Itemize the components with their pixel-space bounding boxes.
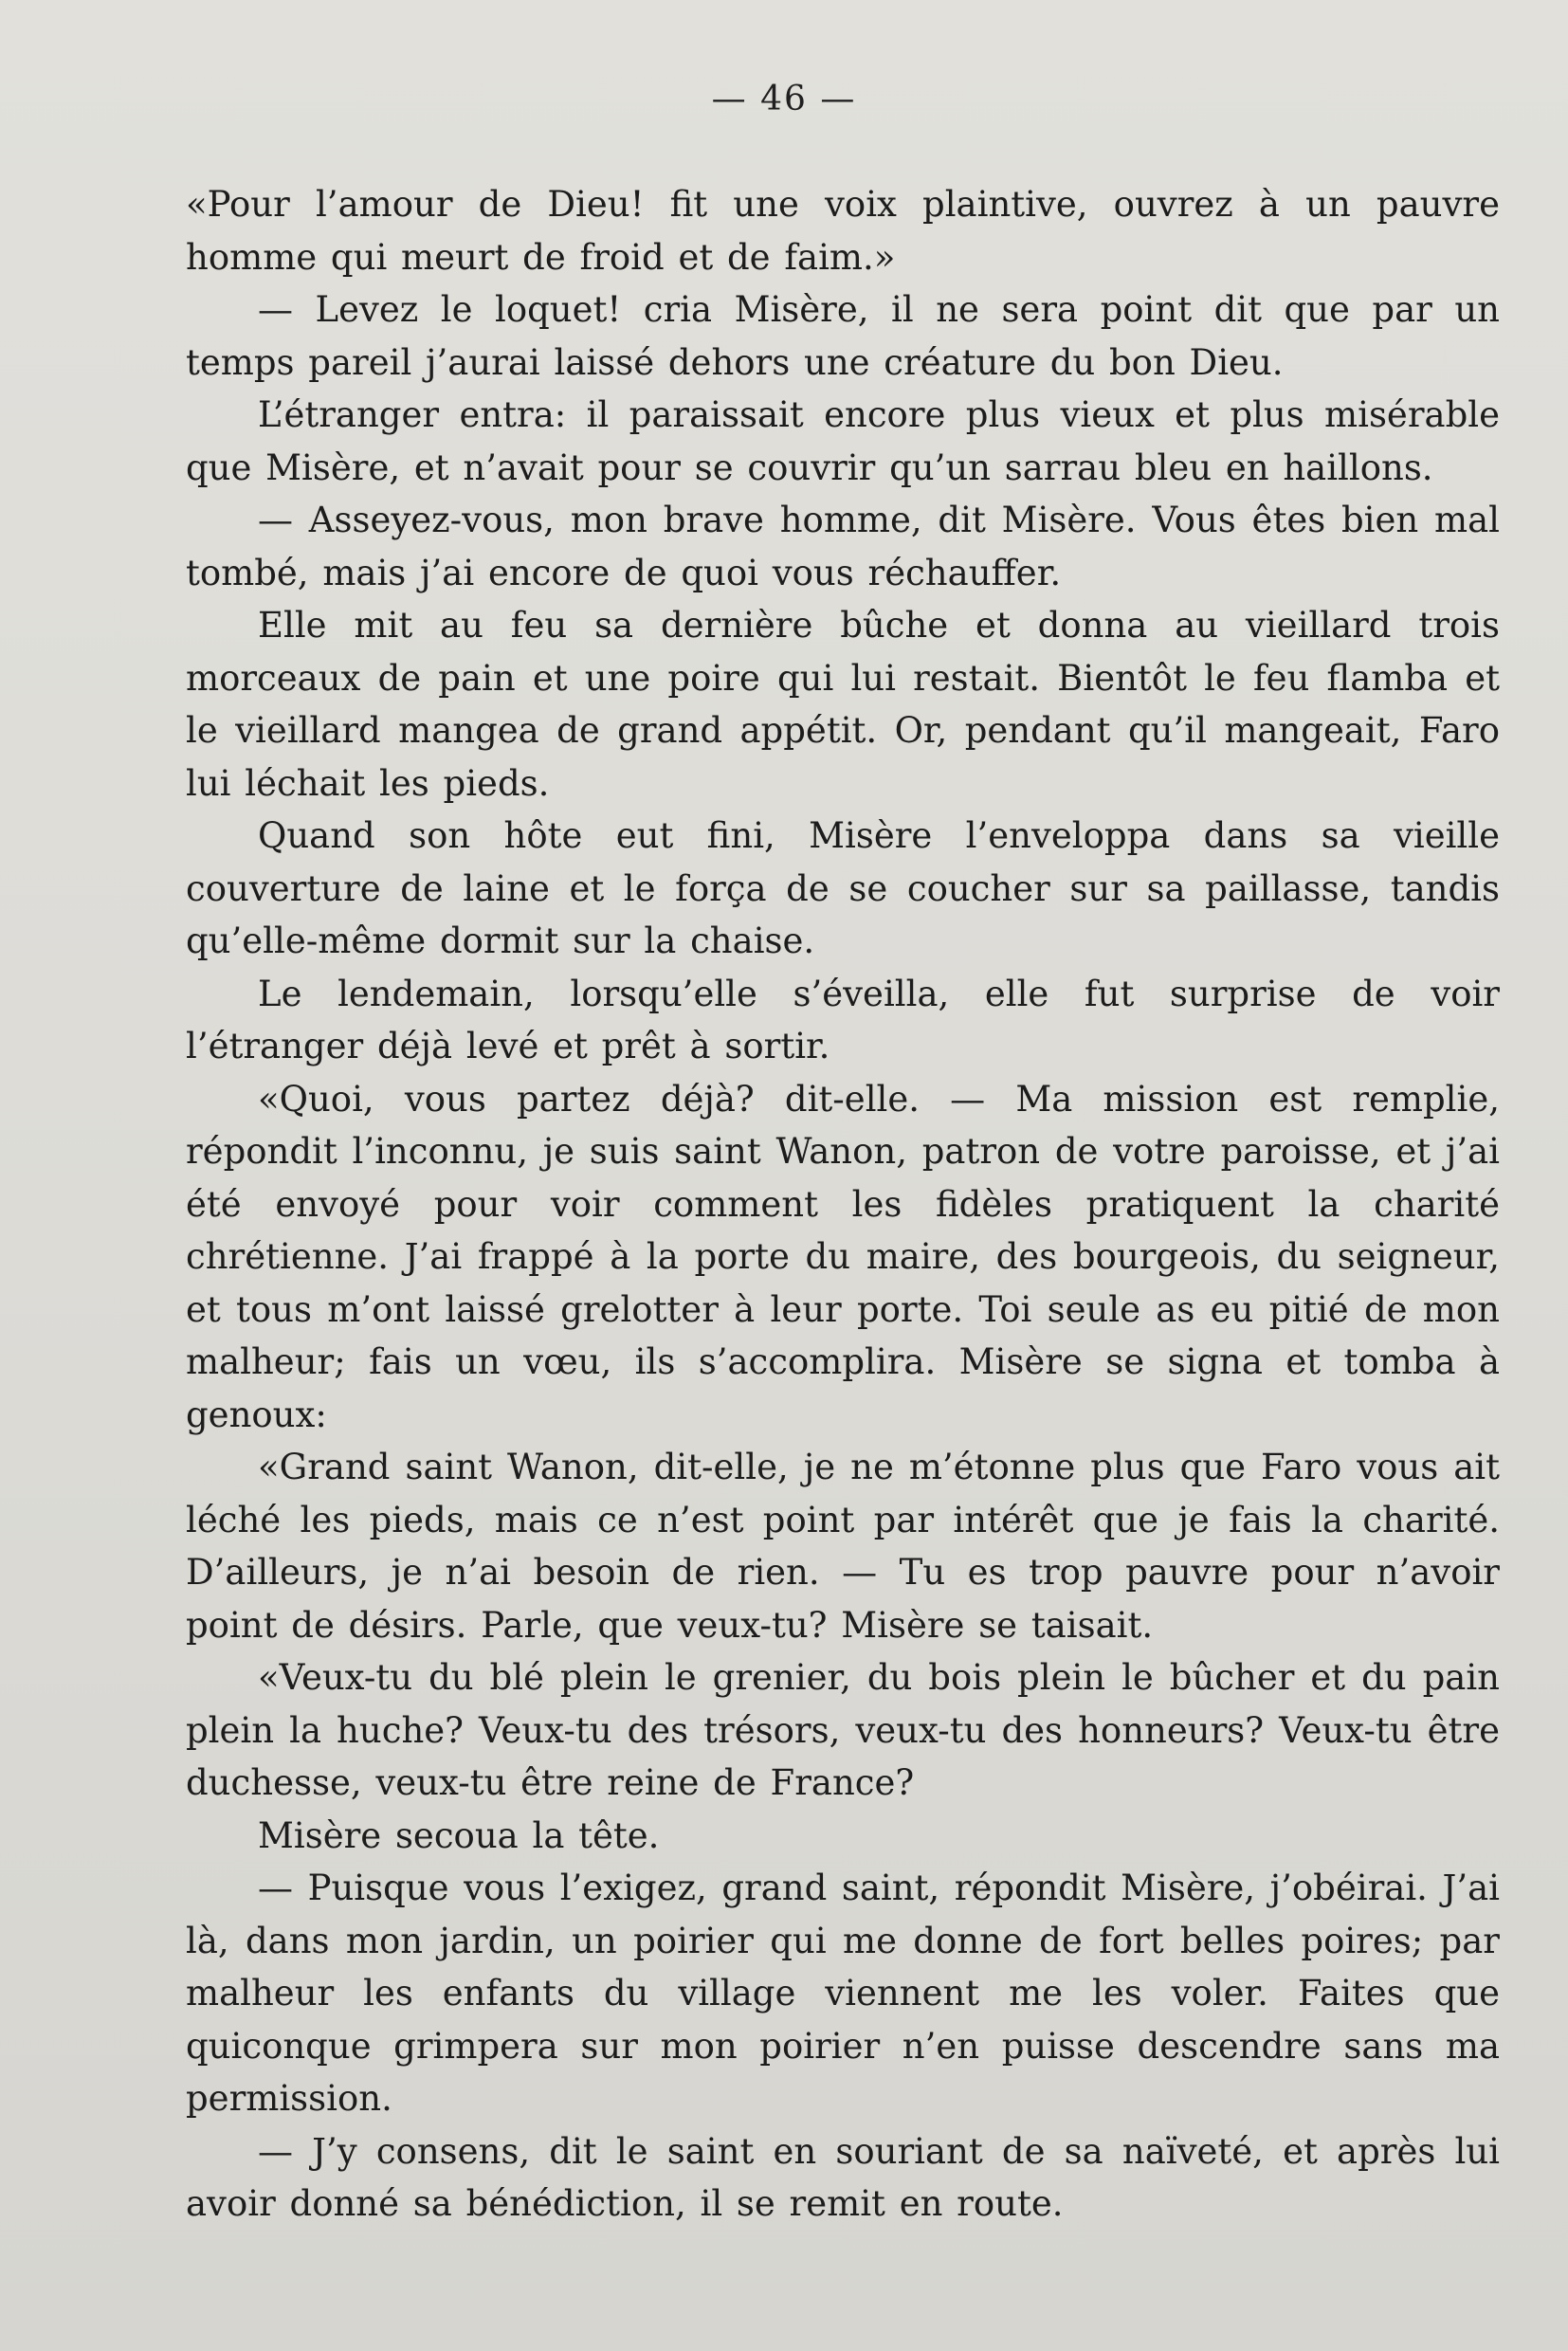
- paragraph-7: Le lendemain, lorsqu’elle s’éveilla, elle fut surprise de voir l’étranger déjà levé et prêt à sortir.: [186, 973, 1500, 1066]
- paragraph-5: Elle mit au feu sa dernière bûche et donna au vieillard trois morceaux de pain et une poire qui lui restait. Bientôt le feu flamba et le vieillard mangea de grand appétit. Or, pendant qu’il mangeait, Faro lui léchait les pieds.: [186, 605, 1500, 804]
- paragraph-6: Quand son hôte eut fini, Misère l’enveloppa dans sa vieille couverture de laine et le força de se coucher sur sa paillasse, tandis qu’elle-même dormit sur la chaise.: [186, 815, 1500, 961]
- paragraph-2: — Levez le loquet! cria Misère, il ne sera point dit que par un temps pareil j’aurai laissé dehors une créature du bon Dieu.: [186, 289, 1500, 383]
- paragraph-13: — J’y consens, dit le saint en souriant de sa naïveté, et après lui avoir donné sa bénédiction, il se remit en route.: [186, 2130, 1500, 2224]
- paragraph-3: L’étranger entra: il paraissait encore plus vieux et plus misérable que Misère, et n’avait pour se couvrir qu’un sarrau bleu en haillons.: [186, 394, 1500, 488]
- paragraph-9: «Grand saint Wanon, dit-elle, je ne m’étonne plus que Faro vous ait léché les pieds, mais ce n’est point par intérêt que je fais la charité. D’ailleurs, je n’ai besoin de rien. — Tu es trop pauvre pour n’avoir point de désirs. Parle, que veux-tu? Misère se taisait.: [186, 1447, 1500, 1646]
- paragraph-10: «Veux-tu du blé plein le grenier, du bois plein le bûcher et du pain plein la huche? Veux-tu des trésors, veux-tu des honneurs? Veux-tu être duchesse, veux-tu être reine de France?: [186, 1657, 1500, 1803]
- body-text: [186, 178, 1500, 2231]
- page-number: — 46 —: [711, 80, 857, 118]
- paragraph-12: — Puisque vous l’exigez, grand saint, répondit Misère, j’obéirai. J’ai là, dans mon jardin, un poirier qui me donne de fort belles poires; par malheur les enfants du village viennent me les voler. Faites que quiconque grimpera sur mon poirier n’en puisse descendre sans ma permission.: [186, 1868, 1500, 2119]
- paragraph-8: «Quoi, vous partez déjà? dit-elle. — Ma mission est remplie, répondit l’inconnu, je suis saint Wanon, patron de votre paroisse, et j’ai été envoyé pour voir comment les fidèles pratiquent la charité chrétienne. J’ai frappé à la porte du maire, des bourgeois, du seigneur, et tous m’ont laissé grelotter à leur porte. Toi seule as eu pitié de mon malheur; fais un vœu, ils s’accomplira. Misère se signa et tomba à genoux:: [186, 1078, 1500, 1435]
- paragraph-11: Misère secoua la tête.: [258, 1814, 660, 1856]
- paragraph-1: «Pour l’amour de Dieu! fit une voix plaintive, ouvrez à un pauvre homme qui meurt de froid et de faim.»: [186, 184, 1500, 278]
- paragraph-4: — Asseyez-vous, mon brave homme, dit Misère. Vous êtes bien mal tombé, mais j’ai encore de quoi vous réchauffer.: [186, 500, 1500, 593]
